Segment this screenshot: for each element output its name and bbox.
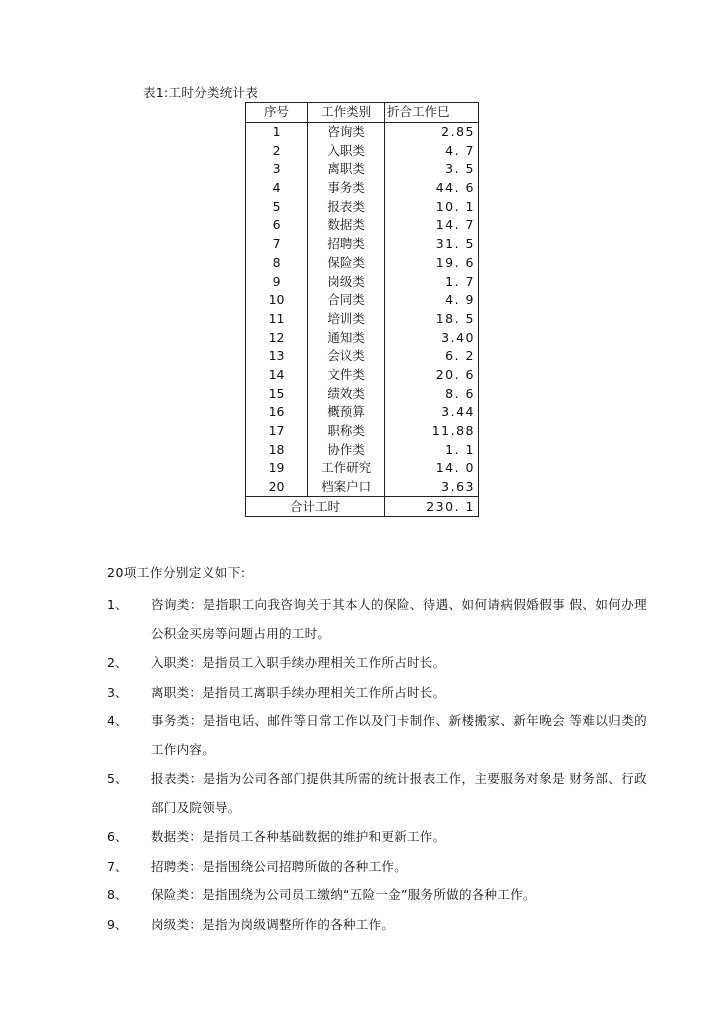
- row-value: 3.44: [385, 403, 479, 422]
- table-row: [246, 310, 479, 329]
- row-number: 2: [246, 141, 308, 160]
- table-row: [246, 160, 479, 179]
- definition-number: 6、: [107, 829, 128, 844]
- table-row: [246, 122, 479, 141]
- row-category: 咨询类: [308, 122, 385, 141]
- definition-text: 事务类：是指电话、邮件等日常工作以及门卡制作、新楼搬家、新年晚会 等难以归类的工作内容。: [151, 713, 647, 757]
- worktime-stats-table: [245, 102, 479, 517]
- table-row: [246, 216, 479, 235]
- table-row: [246, 403, 479, 422]
- row-value: 19. 6: [385, 254, 479, 273]
- definition-number: 4、: [107, 713, 128, 728]
- row-category: 岗级类: [308, 272, 385, 291]
- row-number: 18: [246, 440, 308, 459]
- header-category: 工作类别: [308, 103, 385, 123]
- definition-text: 数据类：是指员工各种基础数据的维护和更新工作。: [151, 829, 446, 844]
- row-value: 44. 6: [385, 179, 479, 198]
- definition-text: 保险类：是指围绕为公司员工缴纳“五险一金”服务所做的各种工作。: [151, 887, 536, 902]
- definitions-intro: 20项工作分别定义如下:: [107, 565, 246, 580]
- table-row: [246, 254, 479, 273]
- row-value: 14. 0: [385, 459, 479, 478]
- row-category: 事务类: [308, 179, 385, 198]
- row-value: 11.88: [385, 422, 479, 441]
- row-value: 4. 9: [385, 291, 479, 310]
- total-label: 合计工时: [246, 497, 385, 517]
- table-row: [246, 141, 479, 160]
- header-number: 序号: [246, 103, 308, 123]
- row-category: 离职类: [308, 160, 385, 179]
- row-number: 5: [246, 197, 308, 216]
- row-number: 7: [246, 235, 308, 254]
- definition-item: [107, 764, 647, 822]
- row-value: 4. 7: [385, 141, 479, 160]
- row-category: 职称类: [308, 422, 385, 441]
- row-value: 6. 2: [385, 347, 479, 366]
- definition-number: 7、: [107, 859, 128, 874]
- row-number: 1: [246, 122, 308, 141]
- definition-text: 报表类：是指为公司各部门提供其所需的统计报表工作，主要服务对象是 财务部、行政部门及院领导。: [151, 771, 647, 815]
- table-row: [246, 272, 479, 291]
- row-value: 20. 6: [385, 366, 479, 385]
- row-number: 16: [246, 403, 308, 422]
- row-value: 3. 5: [385, 160, 479, 179]
- definition-number: 5、: [107, 771, 128, 786]
- definition-text: 招聘类：是指围绕公司招聘所做的各种工作。: [151, 859, 408, 874]
- row-category: 培训类: [308, 310, 385, 329]
- table-total-row: [246, 497, 479, 517]
- definition-item: [107, 852, 647, 881]
- row-value: 10. 1: [385, 197, 479, 216]
- definition-item: [107, 880, 647, 909]
- table-row: [246, 328, 479, 347]
- table-row: [246, 235, 479, 254]
- row-category: 工作研究: [308, 459, 385, 478]
- row-number: 19: [246, 459, 308, 478]
- header-value: 折合工作巳: [385, 103, 479, 123]
- definition-number: 3、: [107, 685, 128, 700]
- definition-text: 岗级类：是指为岗级调整所作的各种工作。: [151, 917, 395, 932]
- row-number: 12: [246, 328, 308, 347]
- row-value: 31. 5: [385, 235, 479, 254]
- table-row: [246, 197, 479, 216]
- row-value: 3.40: [385, 328, 479, 347]
- row-category: 数据类: [308, 216, 385, 235]
- row-category: 概预算: [308, 403, 385, 422]
- row-category: 合同类: [308, 291, 385, 310]
- table-row: [246, 384, 479, 403]
- table-caption: 表1:工时分类统计表: [143, 85, 259, 100]
- definition-text: 咨询类：是指职工向我咨询关于其本人的保险、待遇、如何请病假婚假事 假、如何办理公积金买房等问题占用的工时。: [151, 597, 647, 641]
- row-category: 档案户口: [308, 478, 385, 497]
- row-number: 20: [246, 478, 308, 497]
- row-number: 11: [246, 310, 308, 329]
- definition-item: [107, 822, 647, 851]
- row-value: 18. 5: [385, 310, 479, 329]
- row-value: 3.63: [385, 478, 479, 497]
- definition-text: 离职类：是指员工离职手续办理相关工作所占时长。: [151, 685, 446, 700]
- table-row: [246, 179, 479, 198]
- row-number: 3: [246, 160, 308, 179]
- table-row: [246, 366, 479, 385]
- row-value: 1. 1: [385, 440, 479, 459]
- row-category: 入职类: [308, 141, 385, 160]
- definition-item: [107, 910, 647, 939]
- row-number: 14: [246, 366, 308, 385]
- definition-item: [107, 678, 647, 707]
- row-value: 14. 7: [385, 216, 479, 235]
- row-category: 协作类: [308, 440, 385, 459]
- row-value: 2.85: [385, 122, 479, 141]
- row-number: 4: [246, 179, 308, 198]
- definition-item: [107, 706, 647, 764]
- definition-item: [107, 590, 647, 648]
- table-row: [246, 291, 479, 310]
- table-row: [246, 459, 479, 478]
- table-row: [246, 347, 479, 366]
- row-value: 1. 7: [385, 272, 479, 291]
- definition-item: [107, 648, 647, 677]
- total-value: 230. 1: [385, 497, 479, 517]
- row-number: 15: [246, 384, 308, 403]
- definition-number: 9、: [107, 917, 128, 932]
- definition-number: 8、: [107, 887, 128, 902]
- definition-number: 1、: [107, 597, 128, 612]
- row-number: 9: [246, 272, 308, 291]
- table-row: [246, 478, 479, 497]
- definition-number: 2、: [107, 655, 128, 670]
- table-row: [246, 440, 479, 459]
- row-number: 10: [246, 291, 308, 310]
- row-category: 文件类: [308, 366, 385, 385]
- table-header-row: [246, 103, 479, 123]
- row-category: 会议类: [308, 347, 385, 366]
- row-category: 绩效类: [308, 384, 385, 403]
- row-number: 6: [246, 216, 308, 235]
- row-number: 13: [246, 347, 308, 366]
- definition-text: 入职类：是指员工入职手续办理相关工作所占时长。: [151, 655, 446, 670]
- row-category: 通知类: [308, 328, 385, 347]
- row-category: 报表类: [308, 197, 385, 216]
- row-category: 保险类: [308, 254, 385, 273]
- row-number: 8: [246, 254, 308, 273]
- row-number: 17: [246, 422, 308, 441]
- table-row: [246, 422, 479, 441]
- row-value: 8. 6: [385, 384, 479, 403]
- row-category: 招聘类: [308, 235, 385, 254]
